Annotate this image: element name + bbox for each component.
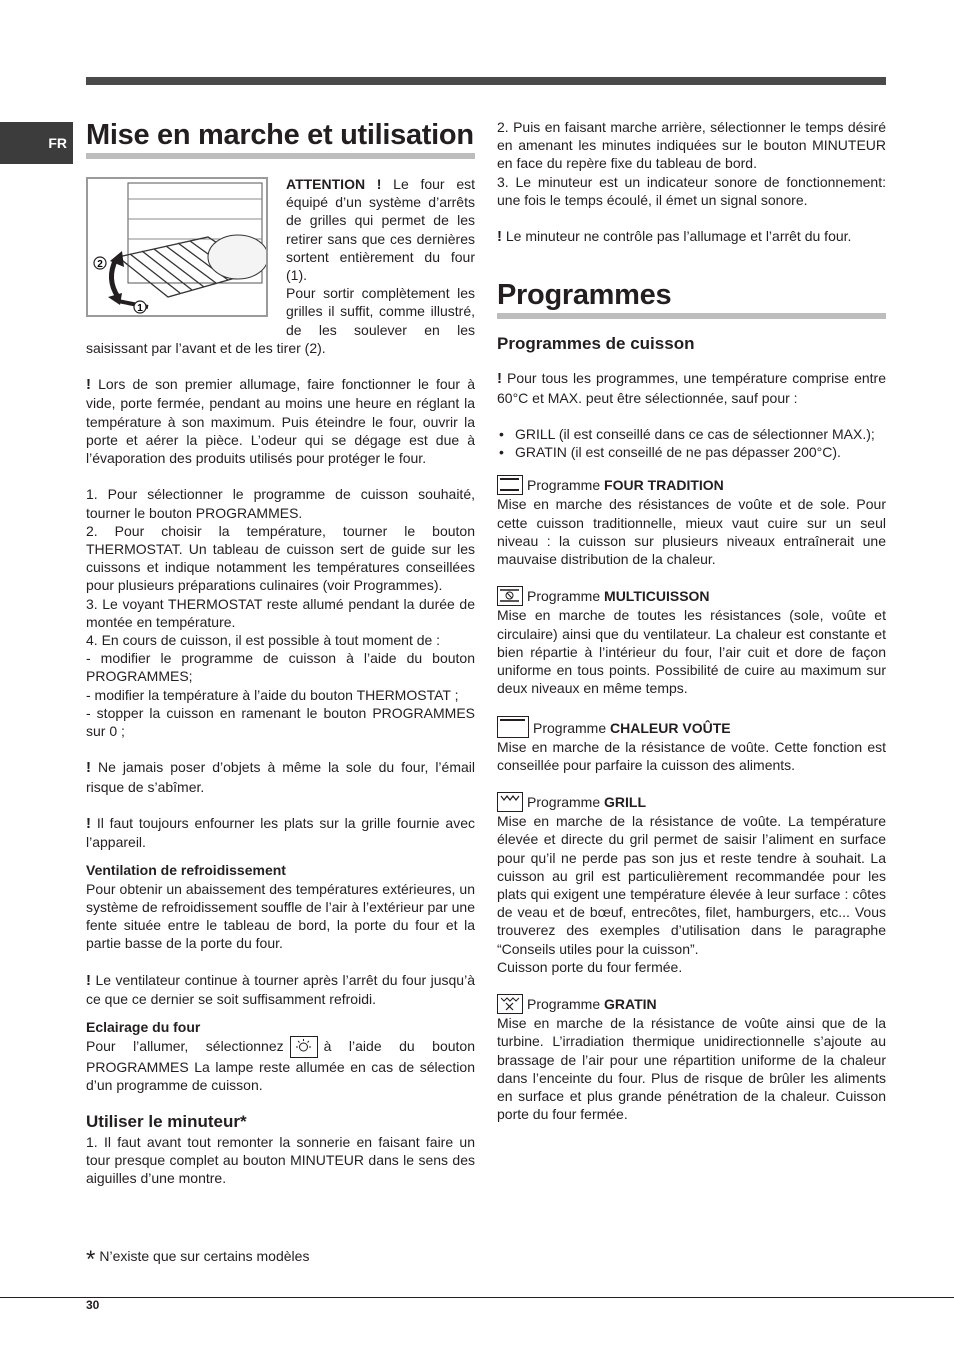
timer-heading: Utiliser le minuteur* (86, 1111, 247, 1131)
program-chaleur-voute: Programme CHALEUR VOÛTE (497, 716, 886, 738)
step-3: 3. Le voyant THERMOSTAT reste allumé pendant la durée de montée en température. (86, 595, 475, 630)
timer-warning: ! Le minuteur ne contrôle pas l’allumage et l’arrêt du four. (497, 228, 852, 246)
program-grill-extra: Cuisson porte du four fermée. (497, 958, 683, 975)
list-item: • GRILL (il est conseillé dans ce cas de sélectionner MAX.); (499, 426, 875, 442)
step-1: 1. Pour sélectionner le programme de cuisson souhaité, tourner le bouton PROGRAMMES. (86, 486, 475, 521)
program-grill: Programme GRILL (497, 792, 886, 812)
warning-sole: ! Ne jamais poser d’objets à même la sole du four, l’émail risque de s’abîmer. (86, 759, 475, 795)
timer-step-1: 1. Il faut avant tout remonter la sonnerie en faisant faire un tour presque complet au bouton MINUTEUR dans le sens des aiguilles d’une montre. (86, 1133, 475, 1187)
program-four-tradition: Programme FOUR TRADITION (497, 475, 886, 495)
step-4: 4. En cours de cuisson, il est possible à tout moment de : (86, 632, 441, 649)
callout-1: 1 (137, 303, 143, 314)
multicuisson-icon (497, 586, 523, 606)
exceptions-list (497, 425, 886, 461)
step-4a: - modifier le programme de cuisson à l’aide du bouton PROGRAMMES; (86, 650, 475, 685)
bottom-rule (0, 1297, 954, 1298)
program-gratin-text: Mise en marche de la résistance de voûte ainsi que de la turbine. L’irradiation thermique unidirectionnelle s’ajoute au brassage de l’air pour une répartition uniforme de la chaleur dans l’enceinte du four. Plus de risque de brûler les aliments en surface et plus grande pénétration de la chaleur. Cuisson porte du four fermée. (497, 1015, 886, 1123)
lighting-heading: Eclairage du four (86, 1019, 201, 1036)
left-column (86, 118, 475, 1187)
oven-rack-illustration (86, 177, 268, 317)
program-four-tradition-text: Mise en marche des résistances de voûte et de sole. Pour cette cuisson traditionnelle, mieux vaut cuire sur un seul niveau : la cuisson sur plusieurs niveaux entraînerait une mauvaise distribution de la chaleur. (497, 496, 886, 568)
footnote (86, 1246, 309, 1274)
grill-icon (497, 792, 523, 812)
footnote-text: N’existe que sur certains modèles (99, 1248, 310, 1264)
lighting-text: Pour l’allumer, sélectionnez à l’aide du bouton PROGRAMMES La lampe reste allumée en cas de sélection d’un programme de cuisson. (86, 1038, 475, 1094)
attention-paragraph-2: Pour sortir complètement les grilles il suffit, comme illustré, de les soulever en les saisissant par l’avant et de les tirer (2). (86, 285, 475, 356)
program-grill-text: Mise en marche de la résistance de voûte. La température élevée et directe du gril permet de saisir l’aliment en surface pour qu’il ne perde pas son jus et reste tendre à souhait. La cuisson au gril est particulièrement recommandée pour les plats qui exigent une température élevée à leur surface : côtes de veau et de bœuf, entrecôtes, filet, hamburgers, etc... Vous trouverez des exemples d’utilisation dans le paragraphe “Conseils utiles pour la cuisson”. (497, 813, 886, 957)
step-4b: - modifier la température à l’aide du bouton THERMOSTAT ; (86, 686, 459, 703)
programs-intro: ! Pour tous les programmes, une température comprise entre 60°C et MAX. peut être sélectionnée, sauf pour : (497, 370, 886, 406)
program-chaleur-voute-text: Mise en marche de la résistance de voûte. Cette fonction est conseillée pour parfaire la cuisson des aliments. (497, 738, 886, 773)
page-number: 30 (86, 1298, 100, 1312)
four-tradition-icon (497, 475, 523, 495)
timer-step-2: 2. Puis en faisant marche arrière, sélectionner le temps désiré en amenant les minutes indiquées sur le bouton MINUTEUR en face du repère fixe du tableau de bord. (497, 119, 886, 172)
ventilation-heading: Ventilation de refroidissement (86, 862, 286, 879)
chaleur-voute-icon (497, 716, 529, 738)
gratin-icon (497, 994, 523, 1014)
program-multicuisson: Programme MULTICUISSON (497, 586, 886, 606)
language-tab: FR (0, 122, 73, 164)
step-4c: - stopper la cuisson en ramenant le bouton PROGRAMMES sur 0 ; (86, 704, 475, 740)
footnote-star: * (86, 1246, 96, 1273)
top-rule (86, 77, 886, 85)
warning-grille: ! Il faut toujours enfourner les plats sur la grille fournie avec l’appareil. (86, 815, 475, 851)
right-column (497, 118, 886, 1123)
first-use-warning: ! Lors de son premier allumage, faire fonctionner le four à vide, porte fermée, pendant au moins une heure en réglant la température à son maximum. Puis éteindre le four, ouvrir la porte et aérer la pièce. L’odeur qui se dégage est due à l’évaporation des produits utilisés pour protéger le four. (86, 376, 475, 467)
warning-mark: ! (86, 376, 91, 394)
callout-2: 2 (97, 259, 103, 270)
rack-drawing (88, 179, 266, 315)
ventilation-warning: ! Le ventilateur continue à tourner après l’arrêt du four jusqu’à ce que ce dernier se soit suffisamment refroidi. (86, 971, 475, 1007)
list-item: • GRATIN (il est conseillé de ne pas dépasser 200°C). (499, 444, 841, 461)
ventilation-text: Pour obtenir un abaissement des températures extérieures, un système de refroidissement souffle de l’air à l’extérieur par une fente située entre le tableau de bord, la porte du four et la partie basse de la porte du four. (86, 880, 475, 952)
program-multicuisson-text: Mise en marche de toutes les résistances (sole, voûte et circulaire) ainsi que du ventilateur. La chaleur est constante et bien répartie à l’intérieur du four, l’air cuit et dore de façon uniforme en tous points. Possibilité de cuire au maximum sur deux niveaux en même temps. (497, 607, 886, 697)
step-2: 2. Pour choisir la température, tourner le bouton THERMOSTAT. Un tableau de cuisson sert de guide sur les cuissons et indique notamment les températures conseillées pour plusieurs préparations culinaires (voir Programmes). (86, 522, 475, 594)
section-title-programmes: Programmes (497, 278, 886, 319)
lamp-icon (290, 1036, 318, 1058)
program-gratin: Programme GRATIN (497, 994, 886, 1014)
timer-step-3: 3. Le minuteur est un indicateur sonore de fonctionnement: une fois le temps écoulé, il émet un signal sonore. (497, 173, 886, 208)
attention-paragraph: ATTENTION ! Le four est équipé d’un système d’arrêts de grilles qui permet de les retirer sans que ces dernières sortent entièrement du four (1). (286, 176, 475, 284)
cooking-programs-heading: Programmes de cuisson (497, 334, 695, 354)
section-title-mise-en-marche: Mise en marche et utilisation (86, 118, 475, 159)
attention-label: ATTENTION ! (286, 176, 382, 192)
